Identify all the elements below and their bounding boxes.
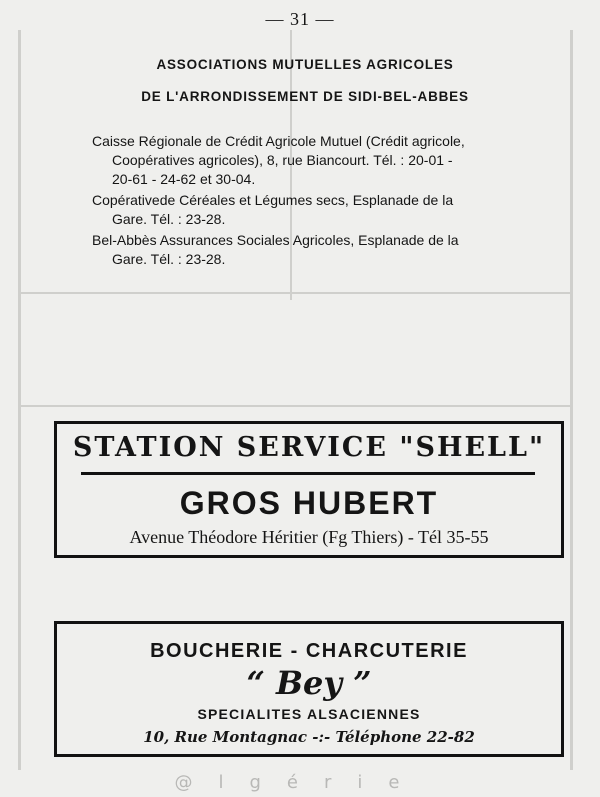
association-entry-credit — [92, 132, 558, 189]
shell-advertisement — [54, 421, 564, 558]
section-title: ASSOCIATIONS MUTUELLES AGRICOLES — [156, 57, 454, 72]
title-underline — [81, 472, 535, 475]
ghost-rule — [20, 405, 572, 407]
section-subtitle: DE L'ARRONDISSEMENT DE SIDI-BEL-ABBES — [141, 89, 469, 104]
entry-line: Bel-Abbès Assurances Sociales Agricoles, Esplanade de la — [92, 232, 459, 248]
association-entry-cooperative — [92, 191, 558, 229]
entry-line: Gare. Tél. : 23-28. — [112, 251, 226, 267]
butcher-ad-title: BOUCHERIE - CHARCUTERIE — [150, 640, 468, 662]
page-number: — 31 — — [265, 9, 335, 29]
ghost-rule — [570, 30, 573, 770]
butcher-ad-specialty: SPECIALITES ALSACIENNES — [197, 706, 421, 722]
butcher-advertisement — [54, 621, 564, 757]
association-entry-insurance — [92, 231, 558, 269]
butcher-ad-address: 10, Rue Montagnac -:- Téléphone 22-82 — [143, 728, 475, 746]
shell-ad-address: Avenue Théodore Héritier (Fg Thiers) - Tél 35-55 — [129, 527, 489, 547]
ghost-rule — [20, 292, 572, 294]
shell-ad-name: GROS HUBERT — [179, 485, 439, 521]
shell-ad-title: STATION SERVICE "SHELL" — [72, 432, 546, 463]
butcher-ad-name: “ Bey ” — [246, 664, 372, 702]
watermark: @lgérie — [174, 772, 426, 793]
entry-line: Gare. Tél. : 23-28. — [112, 211, 226, 227]
ghost-rule — [18, 30, 21, 770]
entry-line: Copérativede Céréales et Légumes secs, Esplanade de la — [92, 192, 454, 208]
entry-line: 20-61 - 24-62 et 30-04. — [112, 171, 256, 187]
entry-line: Coopératives agricoles), 8, rue Biancourt. Tél. : 20-01 - — [112, 152, 453, 168]
entry-line: Caisse Régionale de Crédit Agricole Mutuel (Crédit agricole, — [92, 133, 465, 149]
